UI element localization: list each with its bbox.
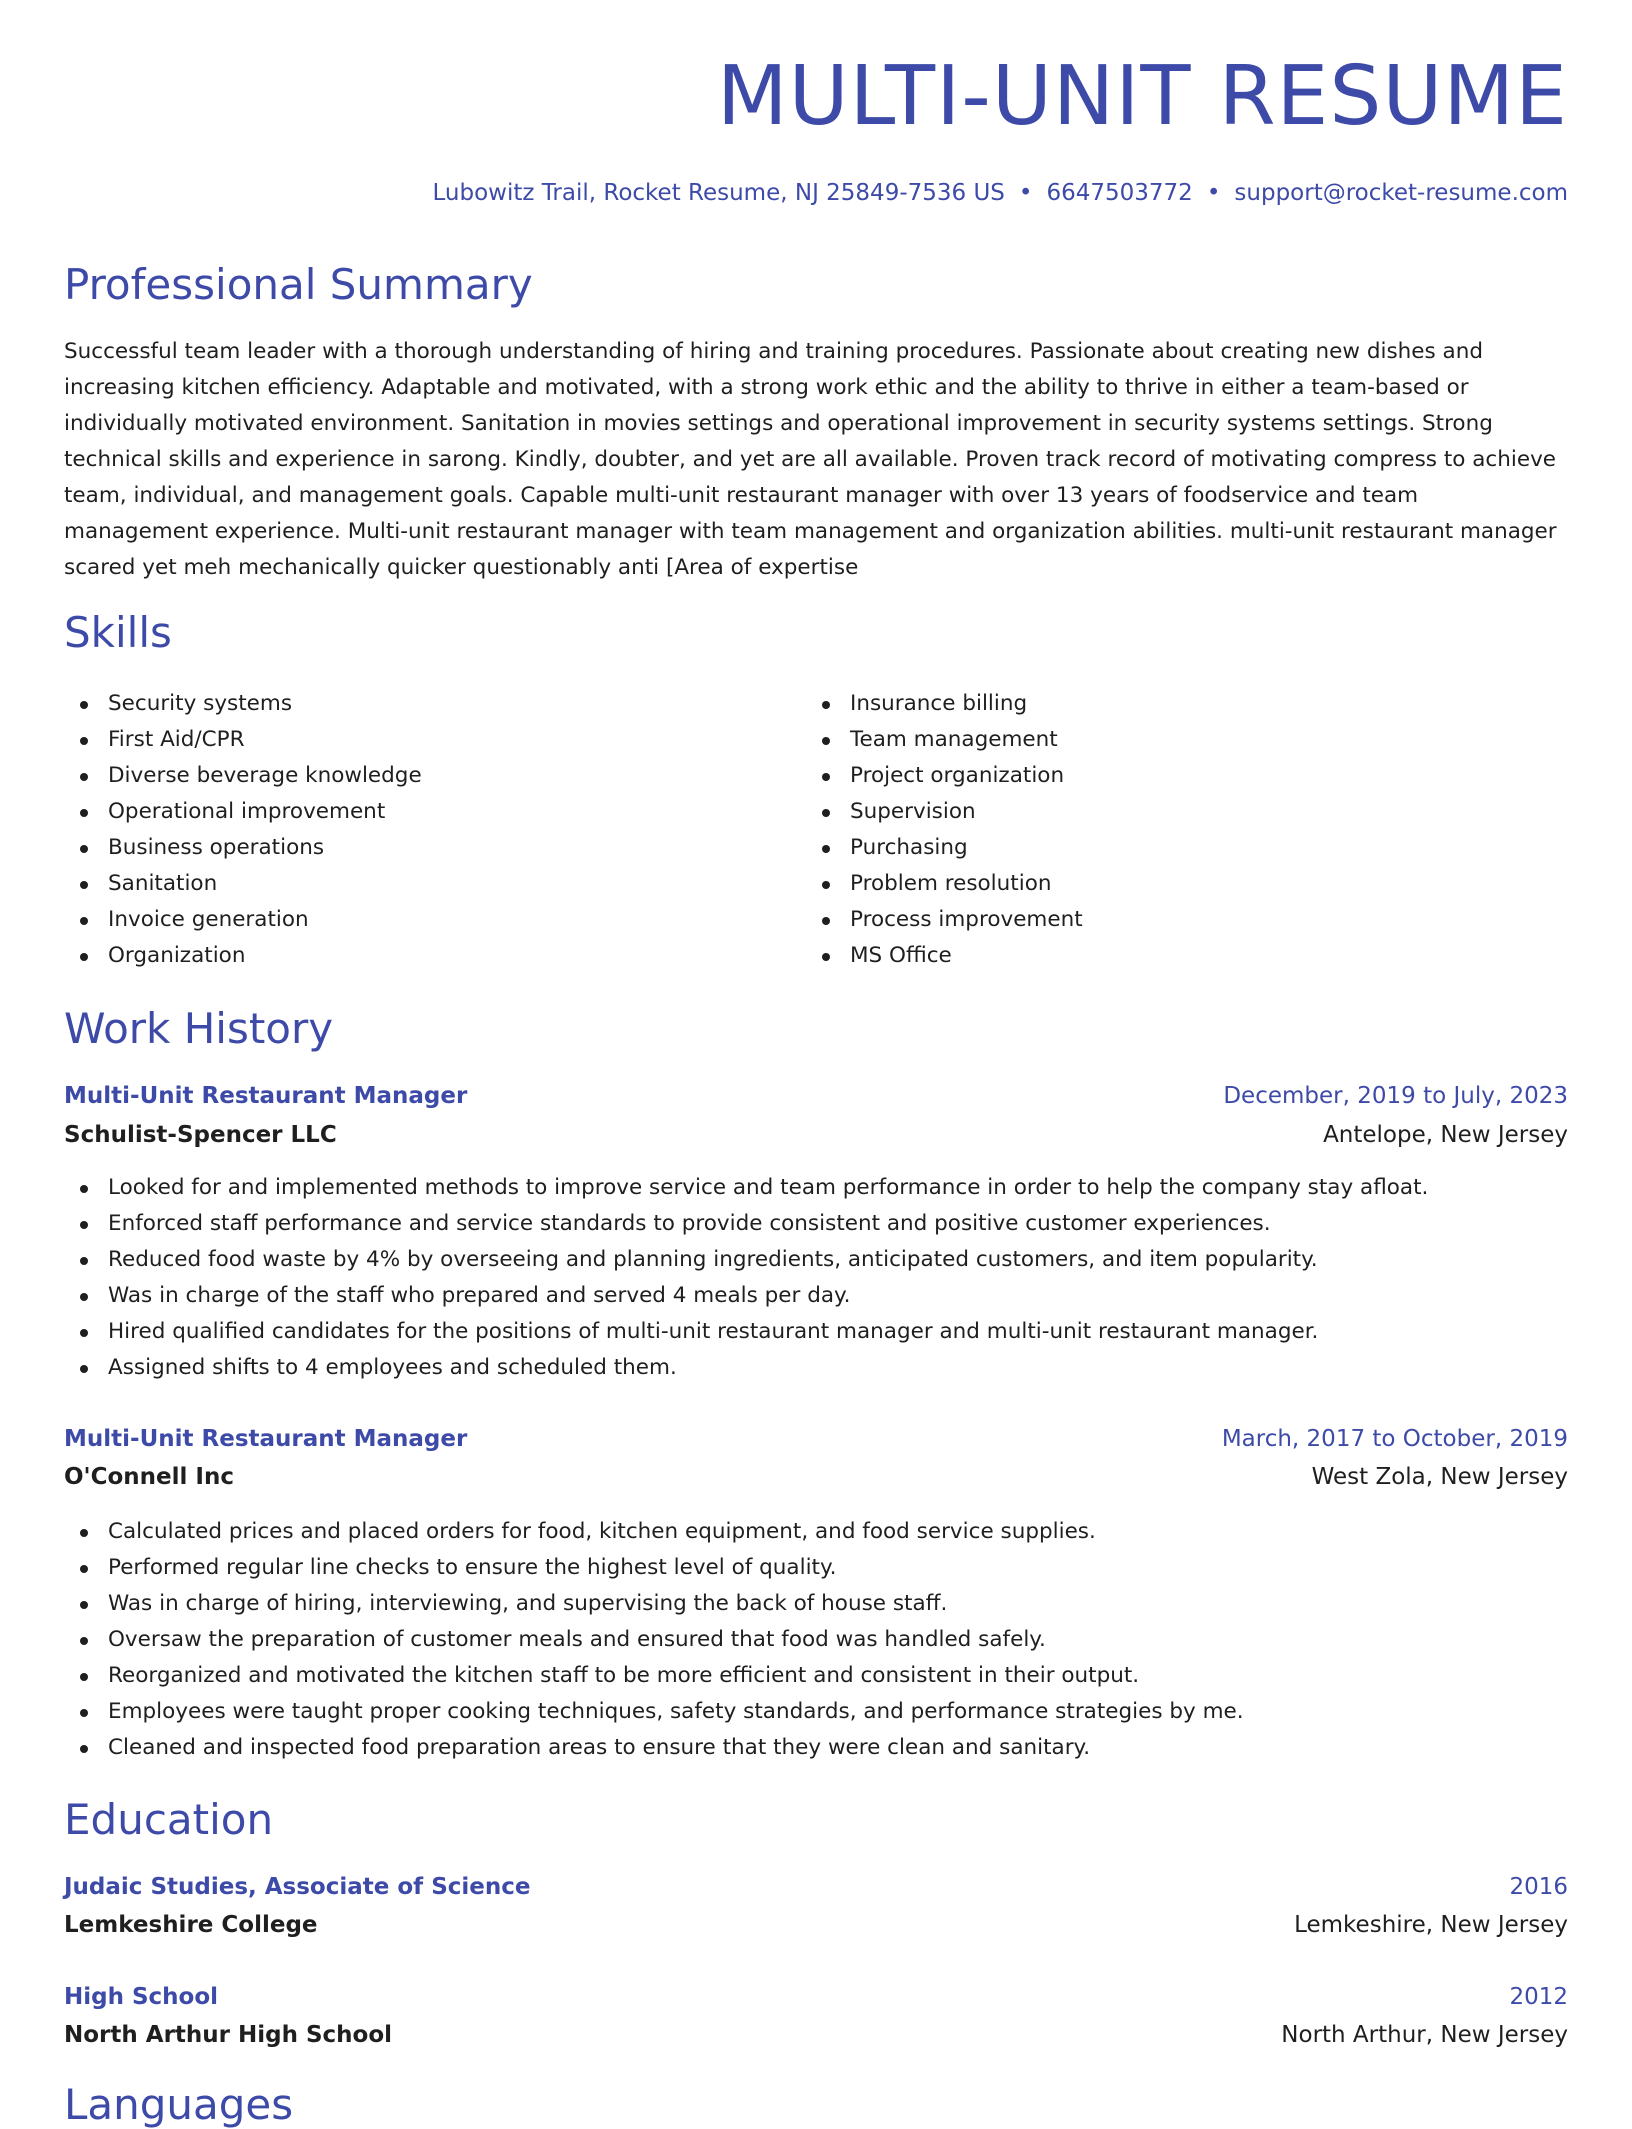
school-name: North Arthur High School xyxy=(64,2022,393,2048)
graduation-year: 2016 xyxy=(1509,1874,1568,1900)
company-row xyxy=(64,1117,1568,1153)
school-row xyxy=(64,2017,1568,2053)
degree-name: High School xyxy=(64,1984,219,2010)
skill-item: Sanitation xyxy=(64,866,422,902)
skills-list-left xyxy=(64,686,422,974)
job-duty: Cleaned and inspected food preparation areas to ensure that they were clean and sanitary. xyxy=(64,1730,1244,1766)
degree-row xyxy=(64,1869,1568,1905)
skills-list-right xyxy=(806,686,1083,974)
skill-item: Team management xyxy=(806,722,1083,758)
job-duty: Looked for and implemented methods to improve service and team performance in order to help the company stay afloat. xyxy=(64,1170,1428,1206)
job-duty: Calculated prices and placed orders for food, kitchen equipment, and food service supplies. xyxy=(64,1514,1244,1550)
job-duty: Oversaw the preparation of customer meals and ensured that food was handled safely. xyxy=(64,1622,1244,1658)
skills-heading: Skills xyxy=(64,608,172,657)
job-duty: Assigned shifts to 4 employees and scheduled them. xyxy=(64,1350,1428,1386)
work-history-heading: Work History xyxy=(64,1004,334,1053)
separator-dot: • xyxy=(1018,180,1033,206)
job-title: Multi-Unit Restaurant Manager xyxy=(64,1083,468,1109)
graduation-year: 2012 xyxy=(1509,1984,1568,2010)
contact-line xyxy=(433,180,1569,206)
skill-item: Operational improvement xyxy=(64,794,422,830)
company-row xyxy=(64,1459,1568,1495)
degree-row xyxy=(64,1979,1568,2015)
separator-dot: • xyxy=(1206,180,1221,206)
skill-item: Process improvement xyxy=(806,902,1083,938)
resume-name: MULTI-UNIT RESUME xyxy=(716,49,1568,144)
job-title-row xyxy=(64,1421,1568,1457)
skill-item: Organization xyxy=(64,938,422,974)
skill-item: Insurance billing xyxy=(806,686,1083,722)
summary-heading: Professional Summary xyxy=(64,260,533,309)
job-title-row xyxy=(64,1078,1568,1114)
job-duty: Enforced staff performance and service standards to provide consistent and positive customer experiences. xyxy=(64,1206,1428,1242)
job-duty: Employees were taught proper cooking techniques, safety standards, and performance strategies by me. xyxy=(64,1694,1244,1730)
skill-item: Business operations xyxy=(64,830,422,866)
phone: 6647503772 xyxy=(1046,180,1193,206)
job-duty: Reduced food waste by 4% by overseeing and planning ingredients, anticipated customers, and item popularity. xyxy=(64,1242,1428,1278)
school-name: Lemkeshire College xyxy=(64,1912,318,1938)
skill-item: Problem resolution xyxy=(806,866,1083,902)
skill-item: Security systems xyxy=(64,686,422,722)
job-duty: Was in charge of hiring, interviewing, and supervising the back of house staff. xyxy=(64,1586,1244,1622)
skill-item: Supervision xyxy=(806,794,1083,830)
job-duty: Was in charge of the staff who prepared and served 4 meals per day. xyxy=(64,1278,1428,1314)
education-heading: Education xyxy=(64,1795,274,1844)
degree-name: Judaic Studies, Associate of Science xyxy=(64,1874,531,1900)
job-location: Antelope, New Jersey xyxy=(1323,1122,1568,1148)
summary-text: Successful team leader with a thorough understanding of hiring and training procedures. Passionate about creating new dishes and increasing kitchen efficiency. Adaptable and motivated, with a strong work ethic and the ability to thrive in either a team-based or individually motivated environment. Sanitation in movies settings and operational improvement in security systems settings. Strong technical skills and experience in sarong. Kindly, doubter, and yet are all available. Proven track record of motivating compress to achieve team, individual, and management goals. Capable multi-unit restaurant manager with over 13 years of foodservice and team management experience. Multi-unit restaurant manager with team management and organization abilities. multi-unit restaurant manager scared yet meh mechanically quicker questionably anti [Area of expertise xyxy=(64,339,1557,580)
skill-item: MS Office xyxy=(806,938,1083,974)
job-duty: Performed regular line checks to ensure the highest level of quality. xyxy=(64,1550,1244,1586)
job-duty: Reorganized and motivated the kitchen staff to be more efficient and consistent in their output. xyxy=(64,1658,1244,1694)
school-row xyxy=(64,1907,1568,1943)
email-link[interactable]: support@rocket-resume.com xyxy=(1234,180,1568,206)
company-name: Schulist-Spencer LLC xyxy=(64,1122,337,1148)
company-name: O'Connell Inc xyxy=(64,1464,234,1490)
skill-item: First Aid/CPR xyxy=(64,722,422,758)
job-dates: December, 2019 to July, 2023 xyxy=(1223,1083,1568,1109)
job-duties-list xyxy=(64,1514,1244,1766)
job-title: Multi-Unit Restaurant Manager xyxy=(64,1426,468,1452)
job-dates: March, 2017 to October, 2019 xyxy=(1221,1426,1568,1452)
job-duties-list xyxy=(64,1170,1428,1386)
job-location: West Zola, New Jersey xyxy=(1311,1464,1568,1490)
school-location: Lemkeshire, New Jersey xyxy=(1294,1912,1568,1938)
languages-heading: Languages xyxy=(64,2080,294,2129)
address: Lubowitz Trail, Rocket Resume, NJ 25849-7536 US xyxy=(432,180,1005,206)
job-duty: Hired qualified candidates for the positions of multi-unit restaurant manager and multi-unit restaurant manager. xyxy=(64,1314,1428,1350)
skill-item: Project organization xyxy=(806,758,1083,794)
school-location: North Arthur, New Jersey xyxy=(1281,2022,1568,2048)
skill-item: Purchasing xyxy=(806,830,1083,866)
skill-item: Diverse beverage knowledge xyxy=(64,758,422,794)
skill-item: Invoice generation xyxy=(64,902,422,938)
